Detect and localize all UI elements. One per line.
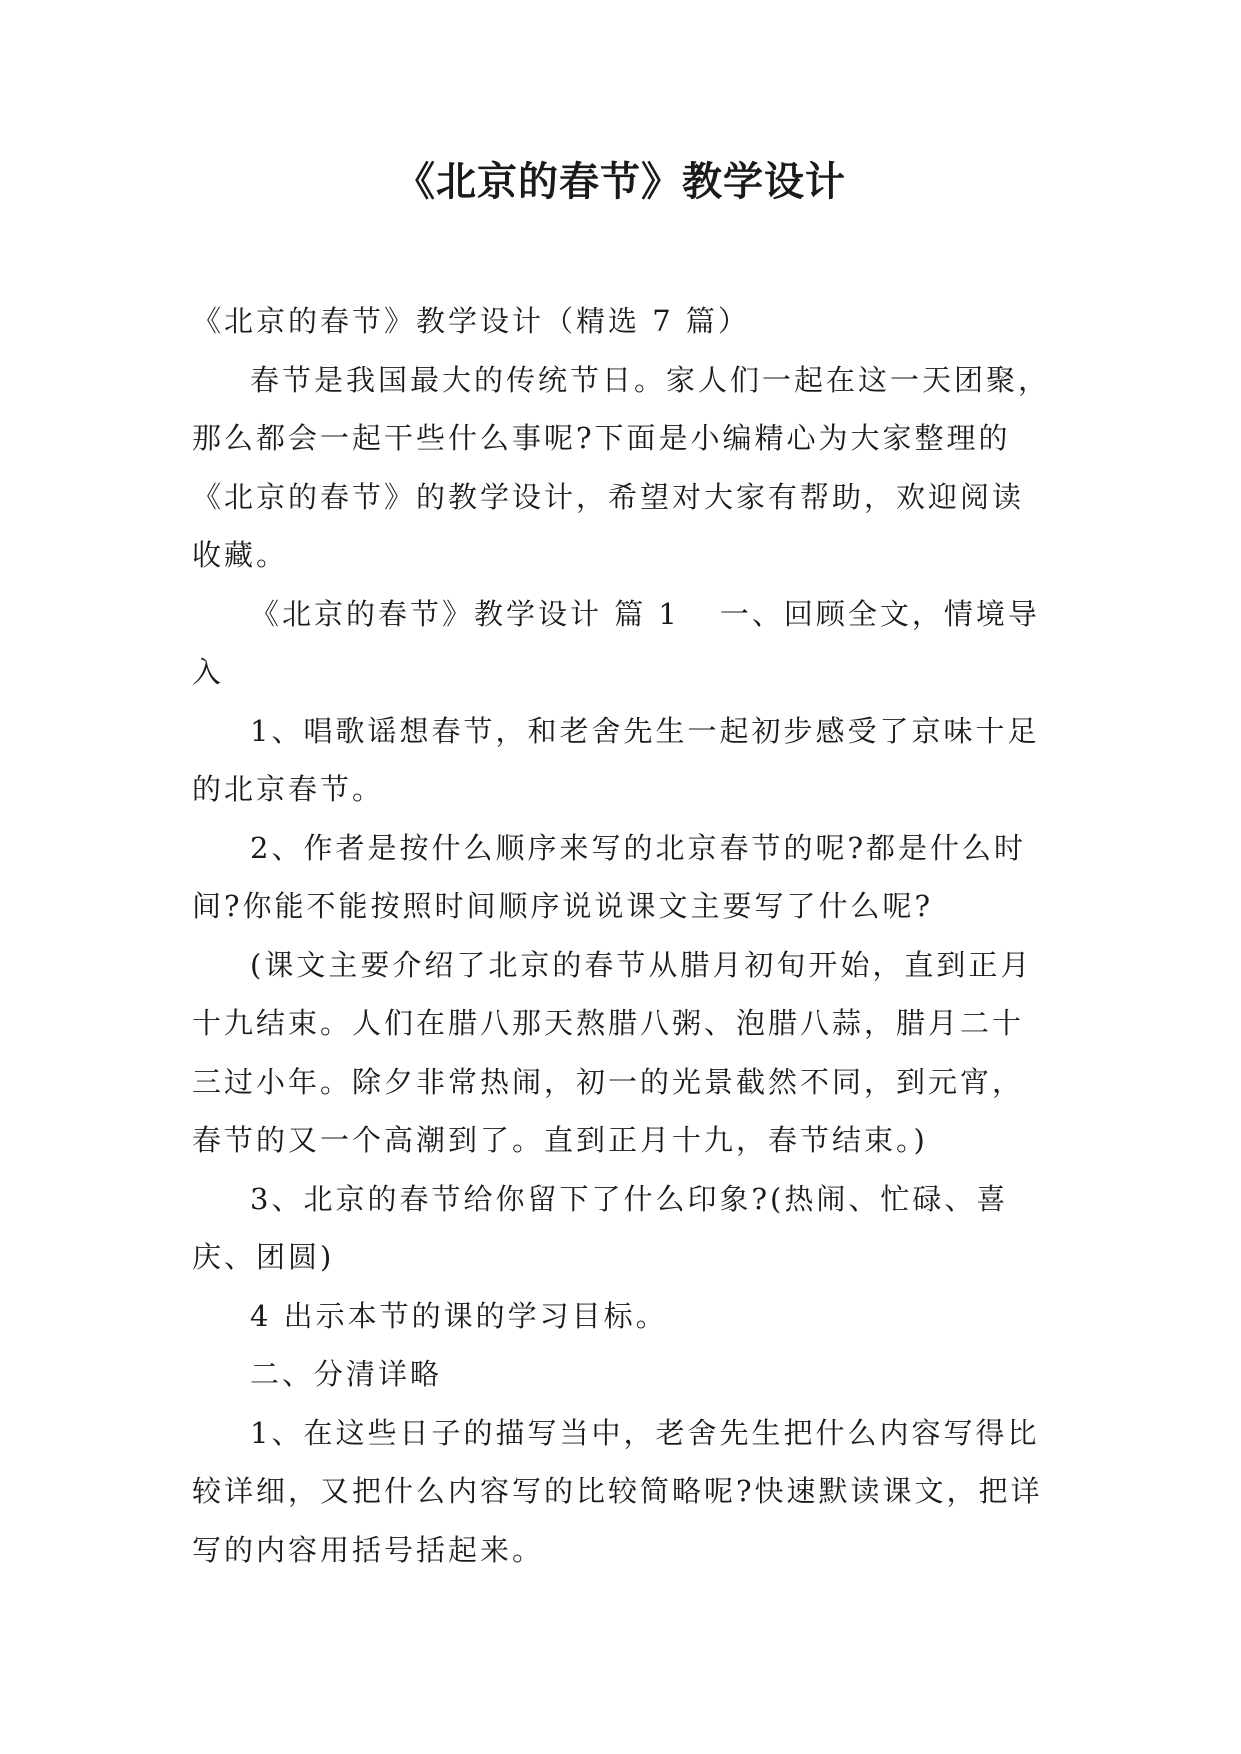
list-item-2-answer: (课文主要介绍了北京的春节从腊月初旬开始，直到正月十九结束。人们在腊八那天熬腊八粥、泡腊八蒜，腊月二十三过小年。除夕非常热闹，初一的光景截然不同，到元宵，春节的又一个高潮到了。直到正月十九，春节结束。) <box>192 947 1033 1157</box>
part-2-item-1: 1、在这些日子的描写当中，老舍先生把什么内容写得比较详细，又把什么内容写的比较简略呢?快速默读课文，把详写的内容用括号括起来。 <box>192 1415 1043 1567</box>
document-subtitle: 《北京的春节》教学设计（精选 7 篇） <box>192 304 750 338</box>
list-item-4: 4 出示本节的课的学习目标。 <box>250 1298 668 1333</box>
list-item-2: 2、作者是按什么顺序来写的北京春节的呢?都是什么时间?你能不能按照时间顺序说说课文主要写了什么呢? <box>192 830 1026 923</box>
section-1-heading-paragraph <box>192 585 1052 702</box>
part-2-heading: 二、分清详略 <box>250 1357 443 1391</box>
document-body <box>192 292 1052 1579</box>
section-1-part-1: 一、回顾全文，情境导入 <box>192 596 1040 689</box>
section-1-heading: 《北京的春节》教学设计 篇 1 <box>250 596 680 631</box>
document-title: 《北京的春节》教学设计 <box>395 159 846 205</box>
list-item-3: 3、北京的春节给你留下了什么印象?(热闹、忙碌、喜庆、团圆) <box>192 1181 1009 1274</box>
intro-paragraph: 春节是我国最大的传统节日。家人们一起在这一天团聚，那么都会一起干些什么事呢?下面是小编精心为大家整理的《北京的春节》的教学设计，希望对大家有帮助，欢迎阅读收藏。 <box>192 362 1051 572</box>
list-item-1: 1、唱歌谣想春节，和老舍先生一起初步感受了京味十足的北京春节。 <box>192 713 1040 806</box>
